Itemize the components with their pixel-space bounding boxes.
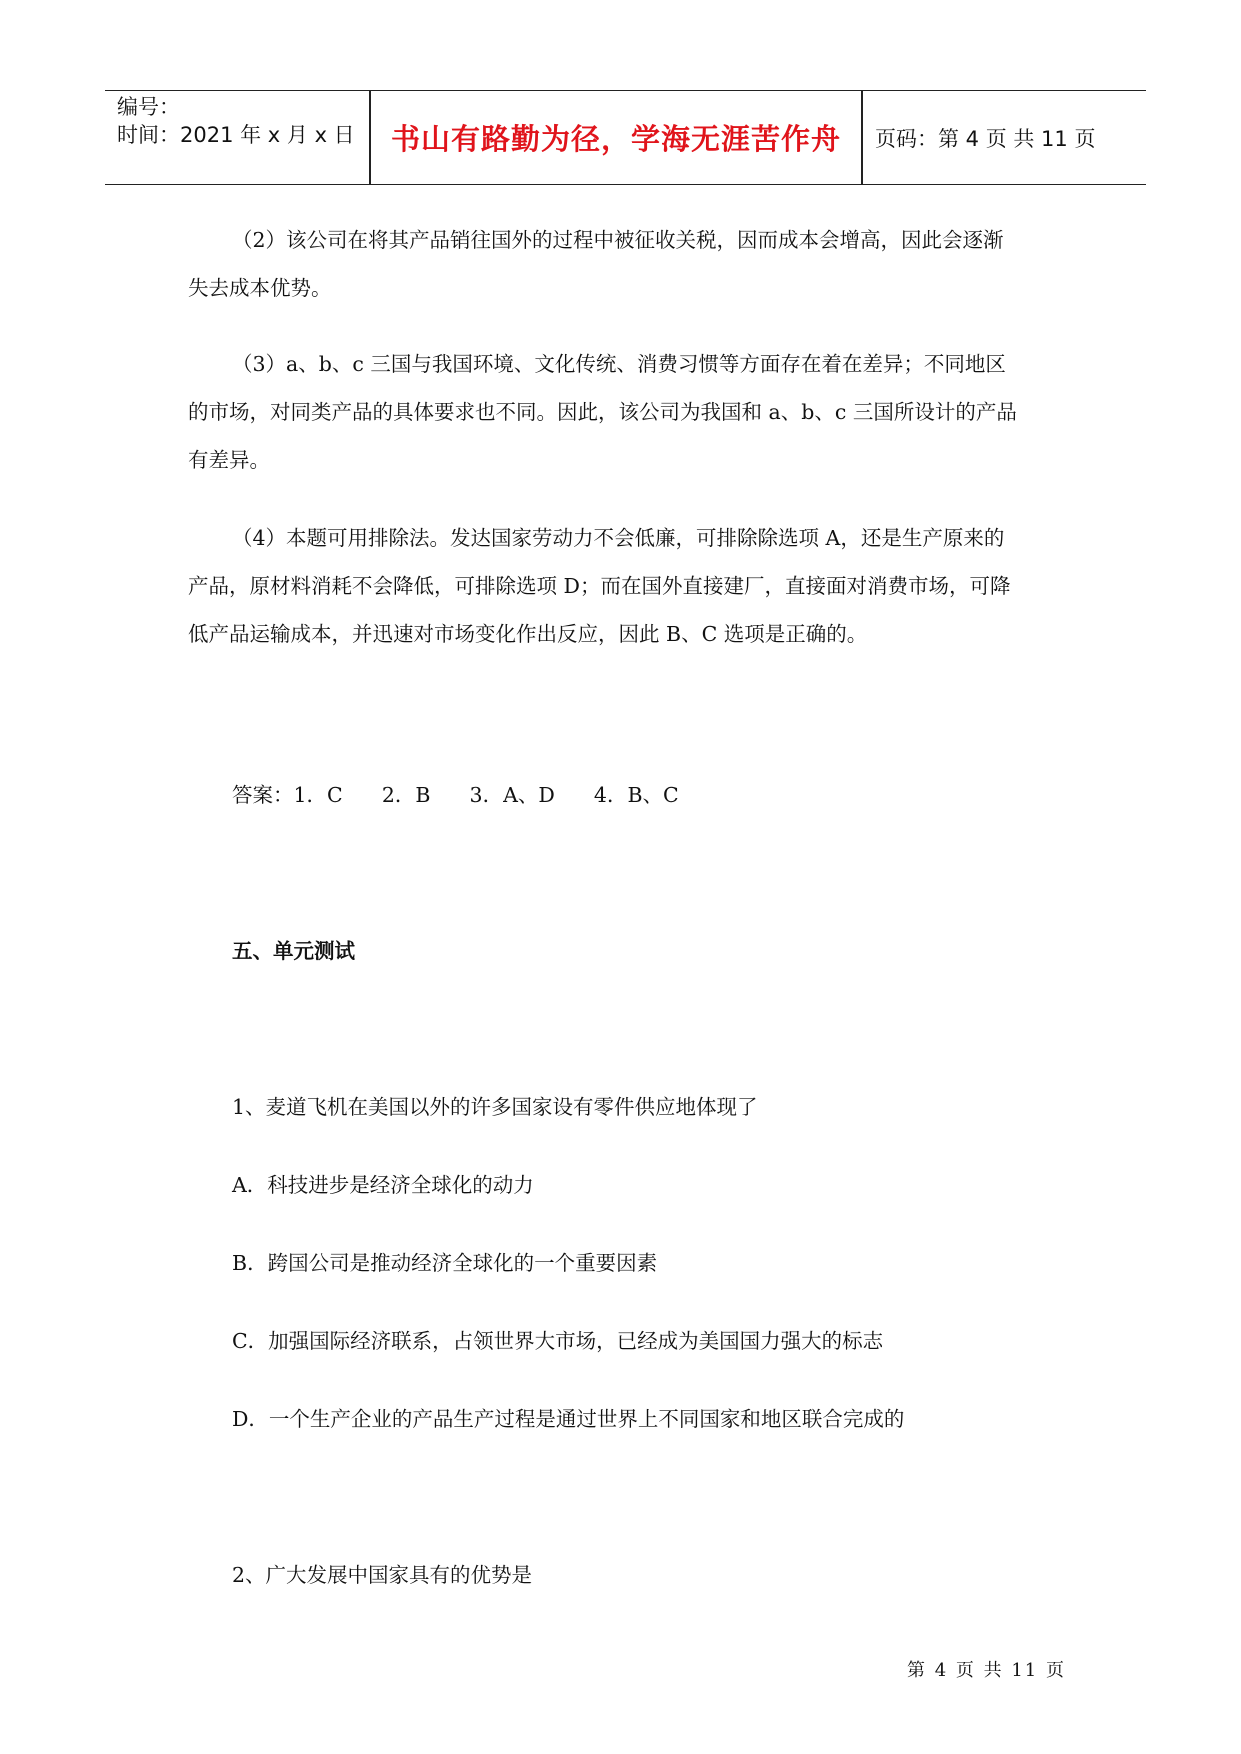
- paragraph-4: [188, 514, 1068, 658]
- answer-key: 答案：1．C 2．B 3．A、D 4．B、C: [232, 783, 679, 807]
- paragraph-line: 有差异。: [188, 448, 270, 472]
- section-heading: 五、单元测试: [232, 939, 355, 963]
- page-header: [105, 90, 1146, 185]
- paragraph-line: 失去成本优势。: [188, 276, 332, 300]
- header-motto: 书山有路勤为径，学海无涯苦作舟: [390, 122, 841, 156]
- header-divider: [861, 91, 863, 184]
- question-1-option-c: C．加强国际经济联系，占领世界大市场，已经成为美国国力强大的标志: [232, 1329, 884, 1353]
- question-2: 2、广大发展中国家具有的优势是: [232, 1563, 533, 1587]
- page-footer: 第 4 页 共 11 页: [907, 1660, 1066, 1681]
- header-meta: [117, 93, 367, 149]
- document-time-label: 时间：2021 年 x 月 x 日: [117, 123, 355, 147]
- paragraph-2: [188, 216, 1068, 312]
- paragraph-line: 的市场，对同类产品的具体要求也不同。因此，该公司为我国和 a、b、c 三国所设计的产品: [188, 400, 1017, 424]
- paragraph-line: 产品，原材料消耗不会降低，可排除选项 D；而在国外直接建厂，直接面对消费市场，可降: [188, 574, 1011, 598]
- document-number-label: 编号：: [117, 95, 180, 119]
- paragraph-line: 低产品运输成本，并迅速对市场变化作出反应，因此 B、C 选项是正确的。: [188, 622, 868, 646]
- question-1-option-d: D．一个生产企业的产品生产过程是通过世界上不同国家和地区联合完成的: [232, 1407, 905, 1431]
- question-1-option-a: A．科技进步是经济全球化的动力: [232, 1173, 534, 1197]
- question-1: 1、麦道飞机在美国以外的许多国家设有零件供应地体现了: [232, 1095, 758, 1119]
- paragraph-line: （4）本题可用排除法。发达国家劳动力不会低廉，可排除除选项 A，还是生产原来的: [232, 526, 1005, 550]
- question-1-option-b: B．跨国公司是推动经济全球化的一个重要因素: [232, 1251, 658, 1275]
- paragraph-line: （2）该公司在将其产品销往国外的过程中被征收关税，因而成本会增高，因此会逐渐: [232, 228, 1004, 252]
- paragraph-3: [188, 340, 1068, 484]
- header-page-number: 页码：第 4 页 共 11 页: [875, 126, 1096, 151]
- paragraph-line: （3）a、b、c 三国与我国环境、文化传统、消费习惯等方面存在着在差异；不同地区: [232, 352, 1006, 376]
